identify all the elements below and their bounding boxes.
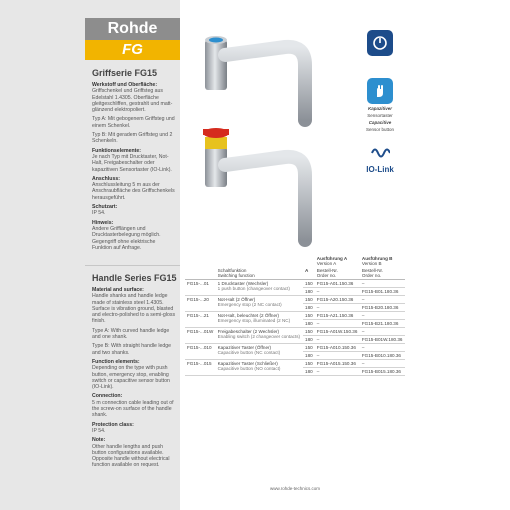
length-a: 180 bbox=[303, 336, 315, 344]
version-a-header: Ausführung A Version A bbox=[316, 256, 348, 266]
switch-function: Freigabeschalter (2 Wechsler) Enabling switch (2 changeover contacts) bbox=[216, 328, 303, 344]
order-no-b: FG15-B015.180.36 bbox=[360, 368, 405, 376]
order-no-a: FG15-A01.150.36 bbox=[315, 280, 360, 288]
handle-type-a-pushbutton bbox=[205, 36, 305, 120]
prot-head-en: Protection class: bbox=[92, 421, 134, 428]
note-head-de: Hinweis: bbox=[92, 219, 114, 226]
table-row bbox=[185, 344, 405, 352]
order-no-a: – bbox=[315, 304, 360, 312]
func-text-en: Depending on the type with push button, emergency stop, enabling switch or capacitive sensor button (IO-Link). bbox=[92, 365, 170, 391]
length-a: 150 bbox=[303, 280, 315, 288]
order-no-a: – bbox=[315, 288, 360, 296]
sensortaster-label: Sensortaster bbox=[367, 113, 393, 118]
type-code: FG15-...010 bbox=[185, 344, 216, 360]
note-text-de: Andere Grifflängen und Drucktasterbelegung möglich. Gegengriff ohne elektrische Funktion auf Anfrage. bbox=[92, 225, 161, 251]
order-no-a: FG15-A010.150.36 bbox=[315, 344, 360, 352]
table-row bbox=[185, 328, 405, 336]
order-no-a: – bbox=[315, 320, 360, 328]
order-no-a: FG15-A015.150.36 bbox=[315, 360, 360, 368]
order-no-b: – bbox=[360, 360, 405, 368]
order-no-b: – bbox=[360, 296, 405, 304]
type-code: FG15-...01 bbox=[185, 280, 216, 296]
iolink-icon bbox=[355, 146, 405, 165]
typeB-en: Type B: With straight handle ledge and two shanks. bbox=[92, 343, 172, 356]
switch-function: Kapazitiver Taster (Öffner) Capacitive button (NC contact) bbox=[216, 344, 303, 360]
length-a: 180 bbox=[303, 288, 315, 296]
length-a: 150 bbox=[303, 344, 315, 352]
length-a: 150 bbox=[303, 328, 315, 336]
switch-function: Kapazitiver Taster (Schließer) Capacitive button (NO contact) bbox=[216, 360, 303, 376]
typeA-de: Typ A: Mit gebogenem Griffsteg und einem Schenkel. bbox=[92, 116, 175, 129]
order-no-b: FG15-B20.180.36 bbox=[360, 304, 405, 312]
feature-icons bbox=[355, 30, 405, 172]
func-head-en: Function elements: bbox=[92, 358, 140, 365]
hand-sensor-icon bbox=[367, 78, 393, 104]
material-text-de: Griffschenkel und Griffsteg aus Edelstahl 1.4305. Oberfläche gleitgeschliffen, gestrahlt und matt-glänzend elektropoliert. bbox=[92, 88, 173, 114]
title-de: Griffserie FG15 bbox=[92, 68, 158, 78]
table-header-row-1 bbox=[185, 255, 405, 267]
brand-logo: Rohde bbox=[85, 18, 180, 40]
func-head-de: Funktionselemente: bbox=[92, 147, 142, 154]
order-no-b: – bbox=[360, 280, 405, 288]
note-text-en: Other handle lengths and push button configurations available. Opposite handle without electrical function available on request. bbox=[92, 443, 170, 469]
prot-text-en: IP 54. bbox=[92, 427, 106, 434]
conn-head-de: Anschluss: bbox=[92, 175, 120, 182]
type-code: FG15-...01W bbox=[185, 328, 216, 344]
kapazitiv-label: Kapazitiver bbox=[367, 106, 392, 111]
table-row bbox=[185, 360, 405, 368]
order-no-a: FG15-A01W.150.36 bbox=[315, 328, 360, 336]
material-text-en: Handle shanks and handle ledge made of stainless steel 1.4305. Surface is vibration ground, blasted and electro-polished to a semi-gloss finish. bbox=[92, 293, 176, 325]
material-head-en: Material and surface: bbox=[92, 287, 144, 293]
switch-function: Not-Halt (2 Öffner) Emergency stop (2 NC contact) bbox=[216, 296, 303, 312]
order-no-b: – bbox=[360, 312, 405, 320]
prot-text-de: IP 54. bbox=[92, 210, 106, 217]
iolink-label: IO-Link bbox=[366, 165, 394, 174]
order-no-header-a: Bestell-Nr. Order no. bbox=[315, 267, 360, 280]
prot-head-de: Schutzart: bbox=[92, 204, 118, 211]
order-table bbox=[185, 255, 405, 376]
switch-function-header: Schaltfunktion Switching function bbox=[216, 267, 303, 280]
order-no-a: – bbox=[315, 368, 360, 376]
length-a: 180 bbox=[303, 368, 315, 376]
handle-type-a-estop bbox=[203, 128, 305, 240]
conn-head-en: Connection: bbox=[92, 393, 123, 400]
sidebar-divider bbox=[85, 265, 180, 266]
switch-function: Not-Halt, beleuchtet (2 Öffner) Emergency stop, illuminated (2 NC) bbox=[216, 312, 303, 328]
version-b-header: Ausführung B Version B bbox=[361, 256, 393, 266]
order-no-b: FG15-B01.180.36 bbox=[360, 288, 405, 296]
length-a: 150 bbox=[303, 360, 315, 368]
table-row bbox=[185, 296, 405, 304]
order-no-b: FG15-B010.180.36 bbox=[360, 352, 405, 360]
typeA-en: Type A: With curved handle ledge and one shank. bbox=[92, 327, 170, 341]
series-code-bar: FG bbox=[85, 40, 180, 60]
func-text-de: Je nach Typ mit Drucktaster, Not-Halt, Freigabeschalter oder kapazitiven Sensortaster (IO-Link). bbox=[92, 153, 172, 173]
switch-function: 1 Drucktaster (Wechsler) 1 push button (changeover contact) bbox=[216, 280, 303, 296]
length-a: 180 bbox=[303, 320, 315, 328]
type-code: FG15-...20 bbox=[185, 296, 216, 312]
sidebar-en-text bbox=[92, 287, 176, 469]
order-no-header-b: Bestell-Nr. Order no. bbox=[360, 267, 405, 280]
footer-url: www.rohde-technics.com bbox=[269, 486, 321, 491]
capacitive-label: Capacitive bbox=[368, 120, 392, 125]
material-head-de: Werkstoff und Oberfläche: bbox=[92, 82, 158, 88]
order-no-b: FG15-B21.180.36 bbox=[360, 320, 405, 328]
table-row bbox=[185, 280, 405, 288]
table-header-row-2 bbox=[185, 267, 405, 280]
order-no-b: FG15-B01W.180.36 bbox=[360, 336, 405, 344]
type-code: FG15-...015 bbox=[185, 360, 216, 376]
conn-text-en: 5 m connection cable leading out of the screw-on surface of the handle shank. bbox=[92, 399, 174, 419]
product-illustrations bbox=[185, 25, 345, 250]
order-no-a: FG15-A20.150.36 bbox=[315, 296, 360, 304]
note-head-en: Note: bbox=[92, 437, 106, 444]
order-no-b: – bbox=[360, 328, 405, 336]
title-en: Handle Series FG15 bbox=[92, 273, 177, 283]
order-no-a: – bbox=[315, 336, 360, 344]
length-a: 180 bbox=[303, 304, 315, 312]
table-row bbox=[185, 312, 405, 320]
conn-text-de: Anschlussleitung 5 m aus der Anschraubfläche des Griffschenkels herausgeführt. bbox=[92, 182, 175, 201]
order-no-a: – bbox=[315, 352, 360, 360]
order-no-b: – bbox=[360, 344, 405, 352]
a-header: A bbox=[303, 267, 315, 280]
sensor-button-label: Sensor button bbox=[365, 127, 395, 132]
length-a: 180 bbox=[303, 352, 315, 360]
length-a: 150 bbox=[303, 312, 315, 320]
typeB-de: Typ B: Mit geradem Griffsteg und 2 Schenkeln. bbox=[92, 132, 173, 145]
order-no-a: FG15-A21.150.36 bbox=[315, 312, 360, 320]
length-a: 150 bbox=[303, 296, 315, 304]
type-code: FG15-...21 bbox=[185, 312, 216, 328]
sidebar-de-text bbox=[92, 82, 176, 251]
power-button-icon bbox=[367, 30, 393, 56]
